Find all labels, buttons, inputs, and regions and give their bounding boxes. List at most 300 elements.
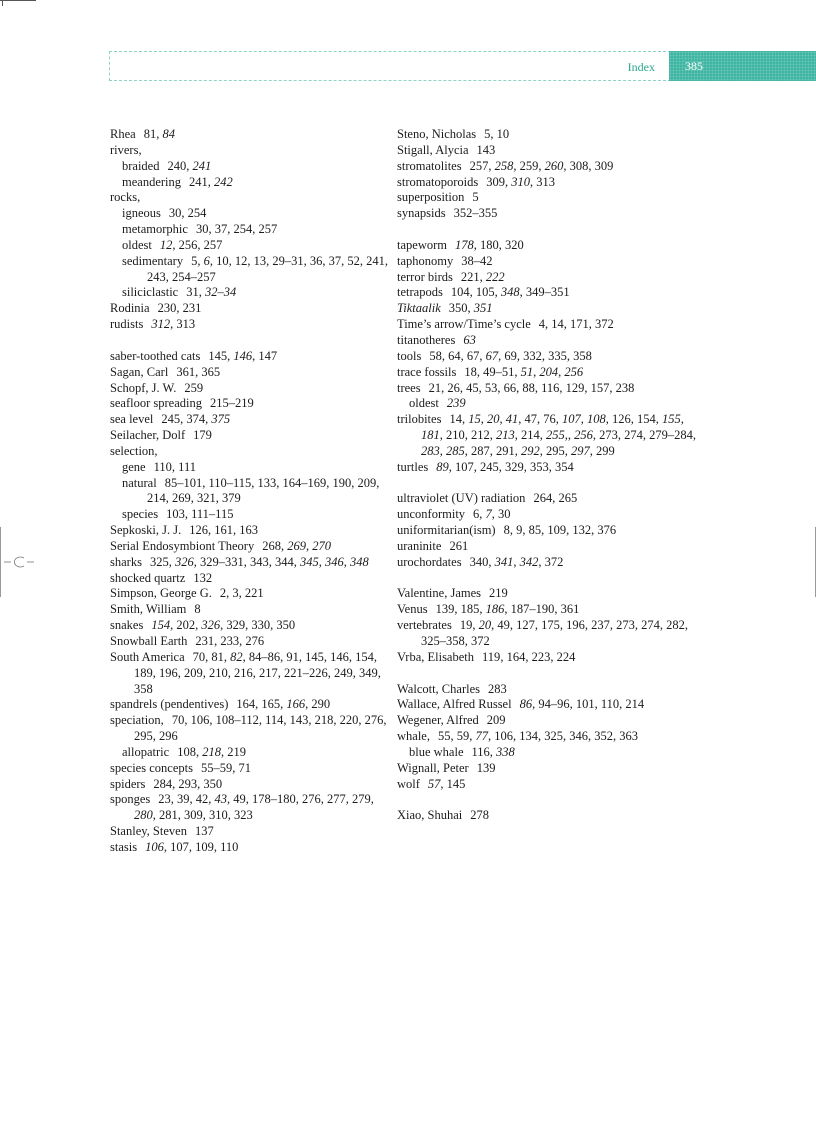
page-ref: 281 bbox=[159, 808, 178, 823]
index-entry: tapeworm 178, 180, 320 bbox=[397, 237, 524, 252]
page-ref: 352 bbox=[594, 729, 613, 744]
index-term: sponges bbox=[110, 792, 151, 807]
page-ref: 295 bbox=[546, 443, 565, 458]
index-entry: saber-toothed cats 145, 146, 147 bbox=[110, 348, 278, 363]
page-ref: 245 bbox=[161, 412, 181, 427]
page-ref: 14 bbox=[449, 412, 462, 427]
index-term: Venus bbox=[397, 602, 428, 617]
index-term: unconformity bbox=[397, 507, 466, 522]
index-term: Xiao, Shuhai bbox=[397, 808, 463, 823]
page-ref: 264 bbox=[533, 491, 553, 506]
index-entry: South America 70, 81, 82, 84–86, 91, 145, 146, 154, 189, 196, 209, 210, 216, 217, 221–226, 249, 349, 358 bbox=[110, 649, 381, 696]
page-ref: 31 bbox=[186, 285, 199, 300]
index-term: rocks, bbox=[110, 190, 141, 205]
page-ref: 309 bbox=[184, 808, 203, 823]
index-entry bbox=[110, 444, 392, 460]
page-ref: 344 bbox=[274, 554, 294, 569]
page-ref: 231 bbox=[195, 634, 215, 648]
page-ref: 154 bbox=[636, 412, 656, 427]
page-ref: 277 bbox=[327, 792, 346, 807]
page-ref: 202 bbox=[176, 618, 196, 633]
page-ref: 249 bbox=[334, 665, 353, 680]
page-ref: 10 bbox=[216, 253, 229, 268]
index-term: saber-toothed cats bbox=[110, 348, 201, 363]
page-ref: 350 bbox=[203, 776, 223, 791]
page-ref: 175 bbox=[541, 618, 560, 633]
page-ref: 19 bbox=[459, 618, 473, 633]
page-ref: 42 bbox=[195, 792, 209, 807]
index-term: natural bbox=[122, 475, 157, 490]
index-subentry: allopatric 108, 218, 219 bbox=[122, 744, 246, 759]
page-ref: 23 bbox=[158, 792, 171, 807]
index-term: spandrels (pendentives) bbox=[110, 697, 229, 712]
index-entry: spiders 284, 293, 350 bbox=[110, 776, 223, 791]
page-ref: 145 bbox=[305, 649, 324, 664]
index-entry: Sepkoski, J. J. 126, 161, 163 bbox=[110, 523, 258, 538]
index-entry: trace fossils 18, 49–51, 51, 204, 256 bbox=[397, 364, 584, 379]
page-ref-illustration: 43 bbox=[214, 792, 228, 807]
page-ref: 274 bbox=[641, 618, 660, 633]
page-ref: 299 bbox=[596, 443, 615, 458]
index-term: tools bbox=[397, 348, 422, 363]
index-entry bbox=[397, 190, 697, 206]
page-ref: 55 bbox=[437, 729, 451, 744]
index-term: sharks bbox=[110, 554, 142, 569]
index-entry bbox=[397, 333, 697, 349]
page-ref: 145 bbox=[446, 776, 466, 791]
page-ref-illustration: 241 bbox=[192, 158, 212, 173]
page-ref-illustration: 57 bbox=[427, 776, 441, 791]
page-ref-illustration: 6 bbox=[203, 253, 210, 268]
page-ref: 309 bbox=[486, 174, 505, 189]
page-ref: 164 bbox=[236, 697, 256, 712]
page-ref-illustration: 89 bbox=[436, 459, 449, 474]
page-ref-illustration: 348 bbox=[500, 285, 520, 300]
index-entry bbox=[397, 682, 697, 698]
page-ref: 240 bbox=[167, 158, 187, 173]
page-ref-illustration: 67 bbox=[485, 348, 499, 363]
page-ref: 85 bbox=[528, 523, 542, 538]
page-ref: 346 bbox=[569, 729, 588, 744]
edge-rule bbox=[0, 527, 1, 597]
index-term: shocked quartz bbox=[110, 570, 186, 585]
page-ref: 279–284 bbox=[649, 428, 693, 443]
page-ref: 145 bbox=[208, 348, 228, 363]
page-ref: 179 bbox=[193, 428, 212, 443]
page-ref: 321 bbox=[197, 491, 216, 506]
page-ref: 209 bbox=[184, 665, 203, 680]
page-ref-illustration: 107 bbox=[561, 412, 581, 427]
page-ref: 107 bbox=[455, 459, 474, 474]
index-term: trace fossils bbox=[397, 364, 457, 379]
page-ref: 231 bbox=[182, 301, 202, 316]
page-ref: 3 bbox=[232, 586, 239, 601]
page-ref: 146 bbox=[330, 649, 349, 664]
page-ref: 230 bbox=[157, 301, 177, 316]
index-term: seafloor spreading bbox=[110, 396, 202, 411]
page-ref: 291 bbox=[496, 443, 515, 458]
page-ref-illustration: 280 bbox=[134, 808, 153, 823]
index-term: trilobites bbox=[397, 412, 442, 427]
page-ref-illustration: 351 bbox=[473, 301, 493, 316]
page-ref-illustration: 213 bbox=[496, 428, 515, 443]
page-ref: 210 bbox=[209, 665, 228, 680]
page-ref: 219 bbox=[489, 586, 508, 601]
index-term: wolf bbox=[397, 776, 420, 791]
page-ref-illustration: 86 bbox=[519, 697, 533, 712]
page-ref: 273 bbox=[616, 618, 635, 633]
index-entry: ultraviolet (UV) radiation 264, 265 bbox=[397, 491, 578, 506]
page-ref: 81 bbox=[211, 649, 224, 664]
index-entry bbox=[110, 428, 392, 444]
page-ref: 196 bbox=[159, 665, 178, 680]
page-ref-illustration: 255, bbox=[546, 428, 568, 443]
index-subentry: meandering 241, 242 bbox=[122, 174, 233, 189]
page-ref: 21 bbox=[428, 380, 442, 395]
page-ref: 185 bbox=[460, 602, 480, 617]
page-ref: 352–355 bbox=[453, 206, 498, 221]
index-term: Sepkoski, J. J. bbox=[110, 523, 182, 538]
page-ref: 165 bbox=[261, 697, 281, 712]
index-subentry: siliciclastic 31, 32–34 bbox=[122, 285, 237, 300]
index-entry: stromatoporoids 309, 310, 313 bbox=[397, 174, 555, 189]
page-ref: 143 bbox=[476, 142, 496, 157]
page-ref: 81 bbox=[143, 127, 157, 141]
index-term: Snowball Earth bbox=[110, 634, 188, 648]
index-term: rivers, bbox=[110, 142, 142, 157]
index-term: meandering bbox=[122, 174, 182, 189]
page-ref: 219 bbox=[227, 744, 246, 759]
page-ref: 171 bbox=[570, 317, 589, 332]
page-ref-illustration: 20 bbox=[478, 618, 492, 633]
page-ref-illustration: 242 bbox=[214, 174, 233, 189]
page-ref: 325 bbox=[544, 729, 563, 744]
page-ref-illustration: 256 bbox=[564, 364, 584, 379]
page-ref-illustration: 348 bbox=[349, 554, 369, 569]
index-column-left bbox=[110, 127, 392, 856]
page-ref: 372 bbox=[544, 554, 564, 569]
index-term: uraninite bbox=[397, 538, 442, 553]
page-ref: 353 bbox=[530, 459, 549, 474]
index-term: South America bbox=[110, 649, 185, 664]
page-ref-illustration: 41 bbox=[505, 412, 519, 427]
page-ref: 119 bbox=[482, 649, 501, 664]
page-ref: 109 bbox=[195, 839, 214, 854]
page-ref: 129 bbox=[565, 380, 585, 395]
page-ref-illustration: 166 bbox=[286, 697, 306, 712]
page-number: 385 bbox=[685, 59, 703, 73]
page-ref: 325 bbox=[149, 554, 169, 569]
page-ref-illustration: 292 bbox=[521, 443, 540, 458]
page-ref: 257 bbox=[469, 158, 489, 173]
page-ref: 164–169 bbox=[282, 475, 327, 490]
page-ref: 5 bbox=[191, 253, 198, 268]
page-ref: 216 bbox=[234, 665, 253, 680]
page-ref: 217 bbox=[259, 665, 278, 680]
page-ref-illustration: 256 bbox=[574, 428, 593, 443]
page-ref: 189 bbox=[134, 665, 153, 680]
page-ref: 9 bbox=[516, 523, 523, 538]
page-ref: 340 bbox=[469, 554, 489, 569]
page-ref-illustration: 186 bbox=[485, 602, 505, 617]
page-ref: 13 bbox=[253, 253, 267, 268]
page-ref: 343 bbox=[249, 554, 269, 569]
page-ref-illustration: 20 bbox=[486, 412, 500, 427]
index-entry bbox=[110, 381, 392, 397]
page-ref: 178–180 bbox=[252, 792, 296, 807]
page-ref: 332 bbox=[523, 348, 542, 363]
page-ref: 111–115 bbox=[191, 507, 234, 522]
page-ref: 154 bbox=[355, 649, 374, 664]
index-entry: speciation, 70, 106, 108–112, 114, 143, 218, 220, 276, 295, 296 bbox=[110, 713, 387, 744]
page-ref-illustration: 108 bbox=[586, 412, 606, 427]
index-entry bbox=[397, 713, 697, 729]
page-ref: 276 bbox=[302, 792, 321, 807]
index-term: Steno, Nicholas bbox=[397, 127, 477, 141]
page-ref: 209 bbox=[357, 475, 377, 490]
page-ref: 114 bbox=[265, 713, 284, 728]
page-ref: 212 bbox=[471, 428, 490, 443]
page-ref-illustration: 283, 285 bbox=[421, 443, 465, 458]
index-subentry: metamorphic 30, 37, 254, 257 bbox=[122, 222, 278, 237]
index-term: speciation, bbox=[110, 713, 164, 728]
page-ref: 157 bbox=[590, 380, 610, 395]
page-ref: 209 bbox=[486, 713, 506, 728]
index-entry bbox=[110, 602, 392, 618]
index-column-right bbox=[397, 127, 697, 824]
page-ref: 329–331 bbox=[199, 554, 244, 569]
page-ref: 10 bbox=[496, 127, 510, 141]
page-ref: 278 bbox=[470, 808, 490, 823]
index-entry: Rodinia 230, 231 bbox=[110, 301, 202, 316]
page-ref: 105 bbox=[475, 285, 495, 300]
page-ref-illustration: 297 bbox=[571, 443, 590, 458]
page-ref: 245 bbox=[480, 459, 499, 474]
index-term: uniformitarian(ism) bbox=[397, 523, 496, 538]
page-ref: 29–31 bbox=[272, 253, 304, 268]
page-ref: 111 bbox=[178, 459, 196, 474]
page-ref: 330 bbox=[251, 618, 271, 633]
index-term: oldest bbox=[122, 237, 152, 252]
page-ref: 106 bbox=[190, 713, 210, 728]
index-subentry: gene 110, 111 bbox=[122, 459, 196, 474]
index-subentry bbox=[397, 396, 697, 412]
page-ref: 210 bbox=[446, 428, 465, 443]
page-ref: 137 bbox=[194, 824, 214, 839]
page-ref: 363 bbox=[619, 729, 638, 744]
index-term: terror birds bbox=[397, 269, 453, 284]
index-term: braided bbox=[122, 158, 160, 173]
page-ref: 273 bbox=[599, 428, 618, 443]
page-ref: 26 bbox=[447, 380, 460, 395]
page-ref: 134 bbox=[519, 729, 538, 744]
page-ref: 47 bbox=[524, 412, 537, 427]
index-entry: uniformitarian(ism) 8, 9, 85, 109, 132, 376 bbox=[397, 523, 617, 538]
page-ref: 259 bbox=[184, 380, 204, 395]
page-ref: 376 bbox=[597, 523, 617, 538]
page-ref: 49 bbox=[233, 792, 246, 807]
page-ref: 296 bbox=[159, 729, 178, 744]
index-subentry: natural 85–101, 110–115, 133, 164–169, 190, 209, 214, 269, 321, 379 bbox=[122, 475, 380, 506]
index-term: ultraviolet (UV) radiation bbox=[397, 491, 526, 506]
index-entry bbox=[397, 586, 697, 602]
index-term: Smith, William bbox=[110, 602, 187, 617]
index-entry: tetrapods 104, 105, 348, 349–351 bbox=[397, 285, 570, 300]
page-ref-illustration: 375 bbox=[211, 412, 231, 427]
page-ref-illustration: 341 bbox=[494, 554, 514, 569]
crop-mark bbox=[0, 0, 36, 1]
page-ref: 52 bbox=[347, 253, 360, 268]
page-ref: 214 bbox=[625, 697, 645, 712]
page-ref: 8 bbox=[503, 523, 510, 538]
page-ref: 265 bbox=[558, 491, 578, 506]
page-ref: 379 bbox=[222, 491, 241, 506]
page-ref-illustration: 312 bbox=[151, 317, 171, 332]
page-ref: 220 bbox=[339, 713, 359, 728]
index-term: Walcott, Charles bbox=[397, 681, 480, 696]
index-entry: tools 58, 64, 67, 67, 69, 332, 335, 358 bbox=[397, 348, 592, 363]
page-ref: 309 bbox=[594, 158, 614, 173]
index-entry: Wallace, Alfred Russel 86, 94–96, 101, 110, 214 bbox=[397, 697, 645, 712]
page-ref: 284 bbox=[153, 776, 173, 791]
index-term: stromatolites bbox=[397, 158, 462, 173]
page-ref: 66 bbox=[503, 380, 517, 395]
index-term: Sagan, Carl bbox=[110, 364, 169, 379]
page-ref: 88 bbox=[522, 380, 535, 395]
page-ref: 190 bbox=[332, 475, 352, 490]
page-ref: 147 bbox=[258, 348, 278, 363]
index-subentry: blue whale 116, 338 bbox=[409, 744, 515, 759]
page-ref: 268 bbox=[262, 538, 281, 553]
page-ref-illustration: 269 bbox=[287, 538, 306, 553]
page-ref-illustration: 326 bbox=[174, 554, 194, 569]
index-term: Valentine, James bbox=[397, 586, 482, 601]
index-term: Time’s arrow/Time’s cycle bbox=[397, 317, 531, 332]
page-ref: 374 bbox=[186, 412, 206, 427]
page-ref: 107 bbox=[170, 839, 189, 854]
index-term: stasis bbox=[110, 839, 138, 854]
index-subentry: sedimentary 5, 6, 10, 12, 13, 29–31, 36, 37, 52, 241, 243, 254–257 bbox=[122, 253, 388, 284]
page-ref-illustration: 63 bbox=[463, 332, 476, 347]
index-term: Simpson, George G. bbox=[110, 586, 212, 601]
page-ref: 8 bbox=[194, 602, 201, 617]
index-entry: spandrels (pendentives) 164, 165, 166, 290 bbox=[110, 697, 331, 712]
index-entry: Tiktaalik 350, 351 bbox=[397, 301, 493, 316]
index-term: Wignall, Peter bbox=[397, 760, 469, 775]
index-term: Wegener, Alfred bbox=[397, 713, 479, 728]
index-term: oldest bbox=[409, 396, 439, 411]
page-ref: 254 bbox=[187, 206, 207, 221]
index-entry: wolf 57, 145 bbox=[397, 776, 466, 791]
page-ref: 238 bbox=[615, 380, 635, 395]
page-ref-illustration: 77 bbox=[475, 729, 488, 744]
index-entry: Simpson, George G. 2, 3, 221 bbox=[110, 586, 264, 601]
index-term: snakes bbox=[110, 618, 144, 633]
page-ref: 110 bbox=[153, 459, 172, 474]
page-ref: 49–51 bbox=[483, 364, 515, 379]
index-term: titanotheres bbox=[397, 332, 456, 347]
index-entry: trees 21, 26, 45, 53, 66, 88, 116, 129, 157, 238 bbox=[397, 380, 635, 395]
page-ref: 243 bbox=[147, 269, 166, 284]
page-ref: 164 bbox=[506, 649, 526, 664]
page-ref: 372 bbox=[471, 634, 490, 648]
index-subentry: species 103, 111–115 bbox=[122, 507, 234, 522]
index-entry bbox=[397, 206, 697, 222]
index-entry: Steno, Nicholas 5, 10 bbox=[397, 127, 510, 141]
page-ref: 36 bbox=[309, 253, 323, 268]
page-ref: 313 bbox=[536, 174, 555, 189]
page-ref-illustration: 218 bbox=[202, 744, 221, 759]
page-ref: 101 bbox=[575, 697, 595, 712]
page-ref-illustration: 51 bbox=[520, 364, 534, 379]
page-ref: 221 bbox=[244, 586, 264, 601]
index-entry bbox=[397, 808, 697, 824]
page-ref: 2 bbox=[219, 586, 227, 601]
page-ref: 4 bbox=[538, 317, 546, 332]
page-ref: 85–101 bbox=[164, 475, 203, 490]
page-ref: 139 bbox=[435, 602, 455, 617]
page-ref: 132 bbox=[193, 570, 213, 585]
index-entry bbox=[110, 824, 392, 840]
page-ref: 110–115 bbox=[208, 475, 252, 490]
page-ref: 261 bbox=[449, 538, 469, 553]
page-ref: 323 bbox=[234, 808, 253, 823]
index-term: synapsids bbox=[397, 206, 446, 221]
page-ref-illustration: 222 bbox=[485, 269, 505, 284]
page-ref: 67 bbox=[466, 348, 480, 363]
index-term: spiders bbox=[110, 776, 146, 791]
index-term: Seilacher, Dolf bbox=[110, 428, 186, 443]
index-term: urochordates bbox=[397, 554, 462, 569]
page-ref: 139 bbox=[476, 760, 496, 775]
index-term: Rodinia bbox=[110, 301, 150, 316]
page-ref: 104 bbox=[450, 285, 470, 300]
index-term: Stanley, Steven bbox=[110, 824, 187, 839]
page-ref: 108 bbox=[177, 744, 196, 759]
page-ref: 349 bbox=[359, 665, 378, 680]
index-term: species bbox=[122, 507, 159, 522]
index-entry: Sagan, Carl 361, 365 bbox=[110, 364, 221, 379]
index-entry bbox=[397, 254, 697, 270]
page-ref: 329 bbox=[226, 618, 246, 633]
page-ref: 84–86 bbox=[248, 649, 281, 664]
page-ref: 143 bbox=[289, 713, 309, 728]
index-term: sea level bbox=[110, 412, 154, 427]
page-ref: 70 bbox=[192, 649, 206, 664]
page-ref: 361 bbox=[560, 602, 580, 617]
page-ref: 30 bbox=[498, 507, 511, 522]
index-term: Rhea bbox=[110, 127, 136, 141]
page-ref: 163 bbox=[239, 523, 258, 538]
page-ref: 108–112 bbox=[215, 713, 259, 728]
index-entry bbox=[397, 143, 697, 159]
page-ref-illustration: 204 bbox=[539, 364, 559, 379]
index-entry: snakes 154, 202, 326, 329, 330, 350 bbox=[110, 618, 296, 633]
page-ref-illustration: 310 bbox=[511, 174, 530, 189]
letter-group-gap bbox=[397, 222, 697, 238]
page-ref: 37 bbox=[328, 253, 342, 268]
page-ref: 287 bbox=[471, 443, 490, 458]
page-ref: 39 bbox=[177, 792, 190, 807]
index-term: taphonomy bbox=[397, 253, 454, 268]
letter-group-gap bbox=[110, 333, 392, 349]
index-entry: urochordates 340, 341, 342, 372 bbox=[397, 554, 564, 569]
page-ref-illustration: 178 bbox=[454, 237, 474, 252]
page-ref: 38–42 bbox=[461, 253, 493, 268]
page-ref: 126 bbox=[611, 412, 631, 427]
section-label: Index bbox=[627, 60, 655, 74]
page-ref: 106 bbox=[494, 729, 513, 744]
